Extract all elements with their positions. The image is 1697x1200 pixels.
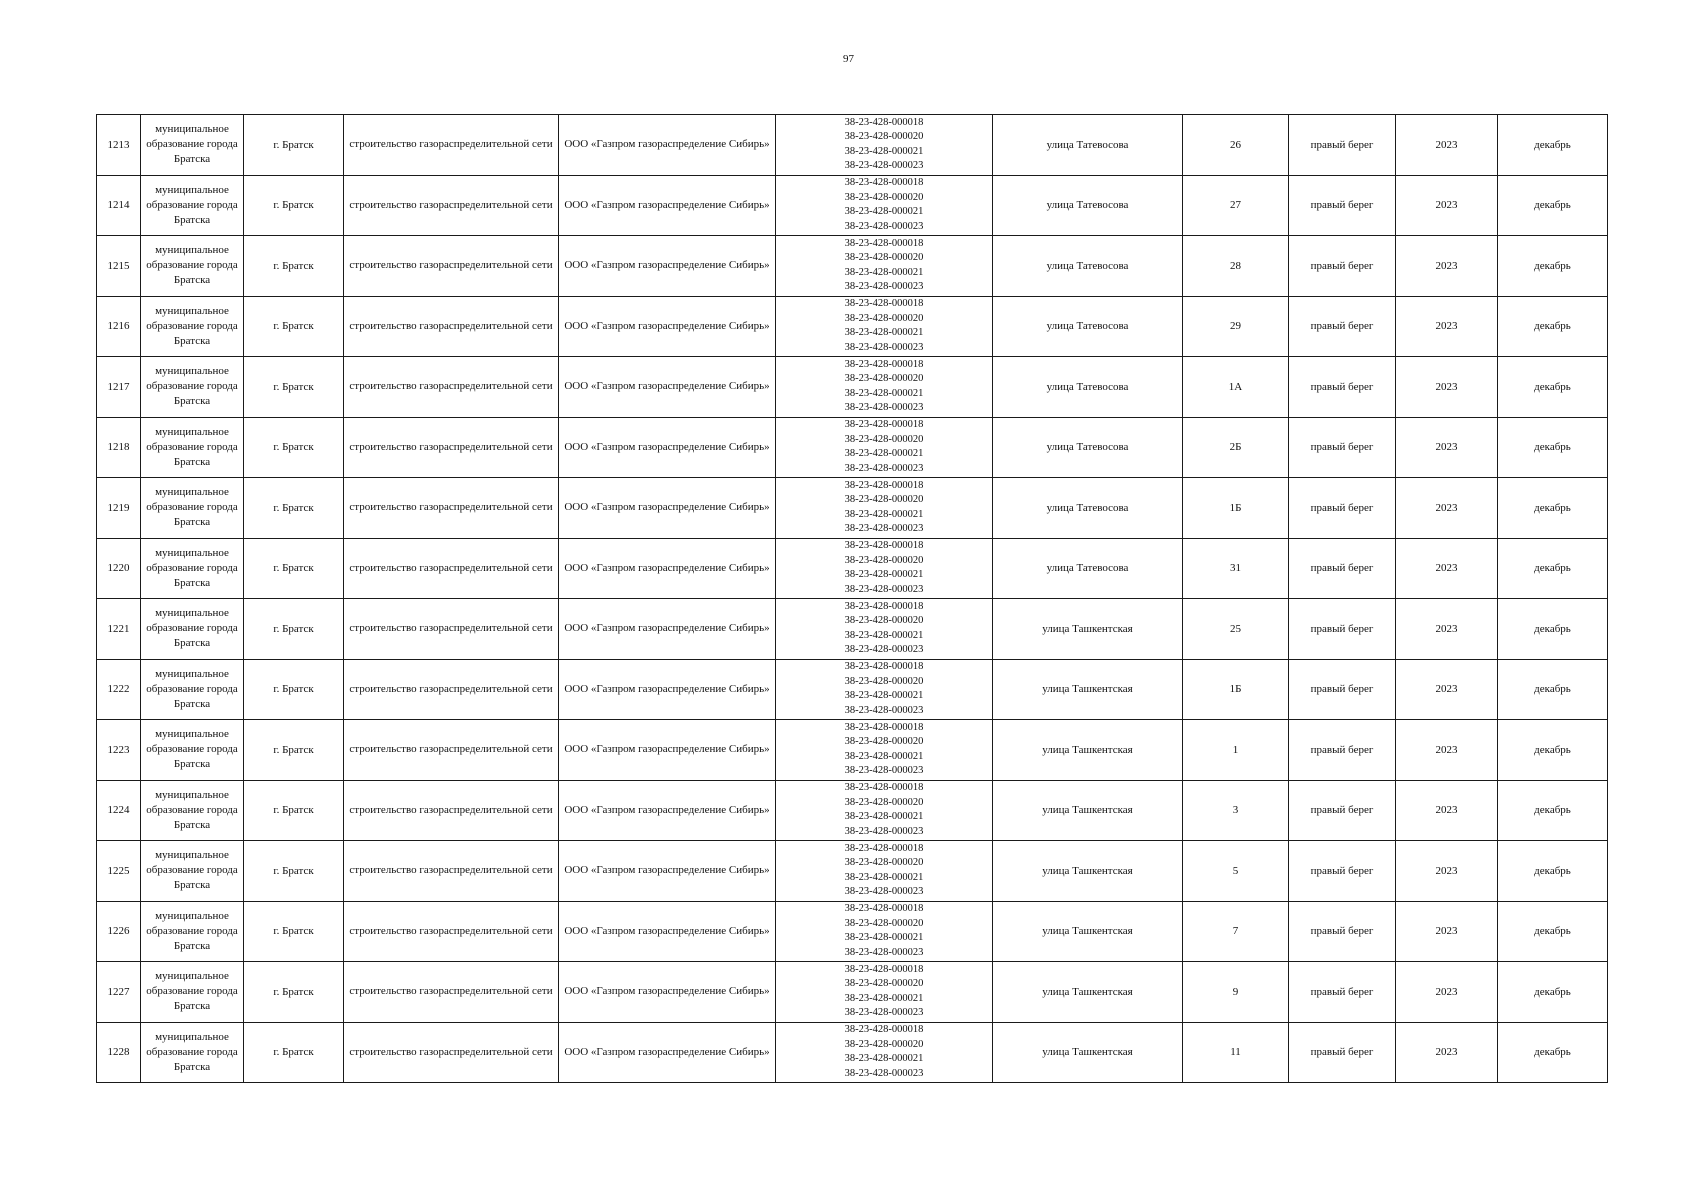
city-cell: г. Братск [244, 901, 344, 962]
river-bank-cell: правый берег [1289, 357, 1396, 418]
month-cell: декабрь [1498, 236, 1608, 297]
organization-cell: ООО «Газпром газораспределение Сибирь» [559, 236, 776, 297]
year-cell: 2023 [1396, 175, 1498, 236]
cadastral-code: 38-23-428-000021 [844, 327, 924, 339]
cadastral-code: 38-23-428-000018 [844, 419, 924, 431]
city-cell: г. Братск [244, 659, 344, 720]
organization-cell: ООО «Газпром газораспределение Сибирь» [559, 599, 776, 660]
table-row [97, 1022, 1608, 1083]
cadastral-code: 38-23-428-000021 [844, 569, 924, 581]
cadastral-codes-cell [776, 538, 993, 599]
river-bank-cell: правый берег [1289, 659, 1396, 720]
cadastral-code: 38-23-428-000021 [844, 387, 924, 399]
cadastral-code: 38-23-428-000023 [844, 583, 924, 595]
month-cell: декабрь [1498, 175, 1608, 236]
work-type-cell: строительство газораспределительной сети [344, 538, 559, 599]
cadastral-code: 38-23-428-000021 [844, 992, 924, 1004]
cadastral-code: 38-23-428-000023 [844, 1007, 924, 1019]
cadastral-codes-cell [776, 720, 993, 781]
cadastral-code: 38-23-428-000021 [844, 448, 924, 460]
municipality-cell: муниципальное образование города Братска [141, 901, 244, 962]
row-number-cell: 1221 [97, 599, 141, 660]
cadastral-code: 38-23-428-000021 [844, 690, 924, 702]
cadastral-code: 38-23-428-000023 [844, 886, 924, 898]
table-row [97, 357, 1608, 418]
cadastral-code: 38-23-428-000018 [844, 479, 924, 491]
city-cell: г. Братск [244, 236, 344, 297]
cadastral-codes-cell [776, 599, 993, 660]
municipality-cell: муниципальное образование города Братска [141, 357, 244, 418]
city-cell: г. Братск [244, 357, 344, 418]
cadastral-code: 38-23-428-000020 [844, 1038, 924, 1050]
cadastral-codes-cell [776, 236, 993, 297]
river-bank-cell: правый берег [1289, 115, 1396, 176]
cadastral-codes-cell [776, 962, 993, 1023]
cadastral-code: 38-23-428-000018 [844, 1024, 924, 1036]
year-cell: 2023 [1396, 296, 1498, 357]
street-cell: улица Ташкентская [993, 962, 1183, 1023]
cadastral-code: 38-23-428-000023 [844, 281, 924, 293]
river-bank-cell: правый берег [1289, 780, 1396, 841]
table-row [97, 236, 1608, 297]
municipality-cell: муниципальное образование города Братска [141, 599, 244, 660]
table-row [97, 599, 1608, 660]
cadastral-code: 38-23-428-000018 [844, 661, 924, 673]
year-cell: 2023 [1396, 720, 1498, 781]
month-cell: декабрь [1498, 962, 1608, 1023]
cadastral-code: 38-23-428-000018 [844, 358, 924, 370]
organization-cell: ООО «Газпром газораспределение Сибирь» [559, 1022, 776, 1083]
cadastral-codes-cell [776, 901, 993, 962]
year-cell: 2023 [1396, 417, 1498, 478]
city-cell: г. Братск [244, 962, 344, 1023]
street-cell: улица Ташкентская [993, 901, 1183, 962]
river-bank-cell: правый берег [1289, 962, 1396, 1023]
cadastral-code: 38-23-428-000023 [844, 765, 924, 777]
year-cell: 2023 [1396, 538, 1498, 599]
work-type-cell: строительство газораспределительной сети [344, 659, 559, 720]
house-number-cell: 5 [1183, 841, 1289, 902]
cadastral-code: 38-23-428-000023 [844, 160, 924, 172]
cadastral-code: 38-23-428-000020 [844, 373, 924, 385]
work-type-cell: строительство газораспределительной сети [344, 357, 559, 418]
month-cell: декабрь [1498, 599, 1608, 660]
cadastral-code: 38-23-428-000023 [844, 644, 924, 656]
month-cell: декабрь [1498, 1022, 1608, 1083]
cadastral-code: 38-23-428-000023 [844, 462, 924, 474]
cadastral-code: 38-23-428-000021 [844, 145, 924, 157]
street-cell: улица Татевосова [993, 357, 1183, 418]
cadastral-code: 38-23-428-000023 [844, 1067, 924, 1079]
year-cell: 2023 [1396, 478, 1498, 539]
cadastral-code: 38-23-428-000018 [844, 237, 924, 249]
year-cell: 2023 [1396, 780, 1498, 841]
organization-cell: ООО «Газпром газораспределение Сибирь» [559, 962, 776, 1023]
street-cell: улица Татевосова [993, 538, 1183, 599]
municipality-cell: муниципальное образование города Братска [141, 417, 244, 478]
house-number-cell: 31 [1183, 538, 1289, 599]
cadastral-code: 38-23-428-000018 [844, 903, 924, 915]
municipality-cell: муниципальное образование города Братска [141, 236, 244, 297]
cadastral-codes-cell [776, 841, 993, 902]
cadastral-code: 38-23-428-000021 [844, 932, 924, 944]
cadastral-code: 38-23-428-000023 [844, 946, 924, 958]
month-cell: декабрь [1498, 720, 1608, 781]
month-cell: декабрь [1498, 659, 1608, 720]
organization-cell: ООО «Газпром газораспределение Сибирь» [559, 720, 776, 781]
work-type-cell: строительство газораспределительной сети [344, 841, 559, 902]
house-number-cell: 29 [1183, 296, 1289, 357]
row-number-cell: 1227 [97, 962, 141, 1023]
cadastral-code: 38-23-428-000018 [844, 963, 924, 975]
cadastral-codes-cell [776, 357, 993, 418]
table-row [97, 659, 1608, 720]
street-cell: улица Татевосова [993, 478, 1183, 539]
city-cell: г. Братск [244, 538, 344, 599]
cadastral-code: 38-23-428-000018 [844, 177, 924, 189]
house-number-cell: 1Б [1183, 659, 1289, 720]
organization-cell: ООО «Газпром газораспределение Сибирь» [559, 175, 776, 236]
cadastral-code: 38-23-428-000018 [844, 540, 924, 552]
work-type-cell: строительство газораспределительной сети [344, 478, 559, 539]
city-cell: г. Братск [244, 599, 344, 660]
river-bank-cell: правый берег [1289, 841, 1396, 902]
cadastral-codes-cell [776, 659, 993, 720]
year-cell: 2023 [1396, 115, 1498, 176]
cadastral-code: 38-23-428-000020 [844, 131, 924, 143]
row-number-cell: 1224 [97, 780, 141, 841]
year-cell: 2023 [1396, 962, 1498, 1023]
row-number-cell: 1222 [97, 659, 141, 720]
row-number-cell: 1220 [97, 538, 141, 599]
house-number-cell: 28 [1183, 236, 1289, 297]
municipality-cell: муниципальное образование города Братска [141, 175, 244, 236]
street-cell: улица Ташкентская [993, 841, 1183, 902]
work-type-cell: строительство газораспределительной сети [344, 720, 559, 781]
street-cell: улица Ташкентская [993, 659, 1183, 720]
year-cell: 2023 [1396, 1022, 1498, 1083]
row-number-cell: 1215 [97, 236, 141, 297]
year-cell: 2023 [1396, 841, 1498, 902]
cadastral-code: 38-23-428-000020 [844, 978, 924, 990]
row-number-cell: 1216 [97, 296, 141, 357]
cadastral-code: 38-23-428-000020 [844, 675, 924, 687]
street-cell: улица Татевосова [993, 175, 1183, 236]
year-cell: 2023 [1396, 236, 1498, 297]
organization-cell: ООО «Газпром газораспределение Сибирь» [559, 115, 776, 176]
city-cell: г. Братск [244, 720, 344, 781]
work-type-cell: строительство газораспределительной сети [344, 901, 559, 962]
cadastral-code: 38-23-428-000020 [844, 252, 924, 264]
year-cell: 2023 [1396, 357, 1498, 418]
organization-cell: ООО «Газпром газораспределение Сибирь» [559, 538, 776, 599]
month-cell: декабрь [1498, 780, 1608, 841]
street-cell: улица Татевосова [993, 236, 1183, 297]
month-cell: декабрь [1498, 478, 1608, 539]
table-row [97, 901, 1608, 962]
municipality-cell: муниципальное образование города Братска [141, 478, 244, 539]
house-number-cell: 26 [1183, 115, 1289, 176]
house-number-cell: 1А [1183, 357, 1289, 418]
table-row [97, 115, 1608, 176]
table-row [97, 841, 1608, 902]
year-cell: 2023 [1396, 901, 1498, 962]
month-cell: декабрь [1498, 841, 1608, 902]
table-row [97, 175, 1608, 236]
city-cell: г. Братск [244, 478, 344, 539]
cadastral-code: 38-23-428-000023 [844, 402, 924, 414]
gas-network-table [96, 114, 1608, 1083]
table-body [97, 115, 1608, 1083]
street-cell: улица Ташкентская [993, 1022, 1183, 1083]
cadastral-code: 38-23-428-000018 [844, 842, 924, 854]
row-number-cell: 1214 [97, 175, 141, 236]
organization-cell: ООО «Газпром газораспределение Сибирь» [559, 659, 776, 720]
year-cell: 2023 [1396, 659, 1498, 720]
cadastral-code: 38-23-428-000020 [844, 736, 924, 748]
city-cell: г. Братск [244, 841, 344, 902]
row-number-cell: 1217 [97, 357, 141, 418]
municipality-cell: муниципальное образование города Братска [141, 720, 244, 781]
table-row [97, 417, 1608, 478]
cadastral-code: 38-23-428-000021 [844, 871, 924, 883]
row-number-cell: 1225 [97, 841, 141, 902]
city-cell: г. Братск [244, 296, 344, 357]
city-cell: г. Братск [244, 115, 344, 176]
municipality-cell: муниципальное образование города Братска [141, 296, 244, 357]
cadastral-code: 38-23-428-000018 [844, 600, 924, 612]
cadastral-codes-cell [776, 296, 993, 357]
street-cell: улица Татевосова [993, 115, 1183, 176]
work-type-cell: строительство газораспределительной сети [344, 780, 559, 841]
river-bank-cell: правый берег [1289, 720, 1396, 781]
river-bank-cell: правый берег [1289, 175, 1396, 236]
work-type-cell: строительство газораспределительной сети [344, 417, 559, 478]
month-cell: декабрь [1498, 357, 1608, 418]
cadastral-code: 38-23-428-000018 [844, 298, 924, 310]
month-cell: декабрь [1498, 901, 1608, 962]
river-bank-cell: правый берег [1289, 599, 1396, 660]
cadastral-codes-cell [776, 478, 993, 539]
work-type-cell: строительство газораспределительной сети [344, 236, 559, 297]
street-cell: улица Ташкентская [993, 599, 1183, 660]
cadastral-codes-cell [776, 780, 993, 841]
municipality-cell: муниципальное образование города Братска [141, 538, 244, 599]
cadastral-code: 38-23-428-000020 [844, 191, 924, 203]
house-number-cell: 9 [1183, 962, 1289, 1023]
row-number-cell: 1219 [97, 478, 141, 539]
house-number-cell: 2Б [1183, 417, 1289, 478]
table-row [97, 296, 1608, 357]
municipality-cell: муниципальное образование города Братска [141, 780, 244, 841]
street-cell: улица Ташкентская [993, 780, 1183, 841]
city-cell: г. Братск [244, 1022, 344, 1083]
table-row [97, 720, 1608, 781]
work-type-cell: строительство газораспределительной сети [344, 175, 559, 236]
cadastral-code: 38-23-428-000023 [844, 704, 924, 716]
page-number: 97 [843, 53, 854, 65]
cadastral-code: 38-23-428-000020 [844, 312, 924, 324]
municipality-cell: муниципальное образование города Братска [141, 962, 244, 1023]
city-cell: г. Братск [244, 417, 344, 478]
river-bank-cell: правый берег [1289, 236, 1396, 297]
cadastral-code: 38-23-428-000020 [844, 494, 924, 506]
row-number-cell: 1223 [97, 720, 141, 781]
row-number-cell: 1226 [97, 901, 141, 962]
row-number-cell: 1213 [97, 115, 141, 176]
cadastral-codes-cell [776, 1022, 993, 1083]
work-type-cell: строительство газораспределительной сети [344, 115, 559, 176]
cadastral-code: 38-23-428-000020 [844, 857, 924, 869]
house-number-cell: 7 [1183, 901, 1289, 962]
cadastral-code: 38-23-428-000021 [844, 266, 924, 278]
cadastral-codes-cell [776, 175, 993, 236]
house-number-cell: 1 [1183, 720, 1289, 781]
month-cell: декабрь [1498, 115, 1608, 176]
cadastral-code: 38-23-428-000023 [844, 825, 924, 837]
organization-cell: ООО «Газпром газораспределение Сибирь» [559, 901, 776, 962]
organization-cell: ООО «Газпром газораспределение Сибирь» [559, 841, 776, 902]
city-cell: г. Братск [244, 175, 344, 236]
month-cell: декабрь [1498, 296, 1608, 357]
river-bank-cell: правый берег [1289, 1022, 1396, 1083]
municipality-cell: муниципальное образование города Братска [141, 659, 244, 720]
cadastral-code: 38-23-428-000020 [844, 796, 924, 808]
river-bank-cell: правый берег [1289, 901, 1396, 962]
organization-cell: ООО «Газпром газораспределение Сибирь» [559, 417, 776, 478]
cadastral-codes-cell [776, 417, 993, 478]
cadastral-codes-cell [776, 115, 993, 176]
house-number-cell: 25 [1183, 599, 1289, 660]
street-cell: улица Татевосова [993, 296, 1183, 357]
cadastral-code: 38-23-428-000018 [844, 782, 924, 794]
municipality-cell: муниципальное образование города Братска [141, 115, 244, 176]
month-cell: декабрь [1498, 538, 1608, 599]
row-number-cell: 1218 [97, 417, 141, 478]
house-number-cell: 11 [1183, 1022, 1289, 1083]
city-cell: г. Братск [244, 780, 344, 841]
river-bank-cell: правый берег [1289, 478, 1396, 539]
work-type-cell: строительство газораспределительной сети [344, 962, 559, 1023]
work-type-cell: строительство газораспределительной сети [344, 599, 559, 660]
cadastral-code: 38-23-428-000023 [844, 523, 924, 535]
river-bank-cell: правый берег [1289, 417, 1396, 478]
table-row [97, 478, 1608, 539]
cadastral-code: 38-23-428-000018 [844, 721, 924, 733]
cadastral-code: 38-23-428-000021 [844, 629, 924, 641]
organization-cell: ООО «Газпром газораспределение Сибирь» [559, 296, 776, 357]
month-cell: декабрь [1498, 417, 1608, 478]
table-row [97, 780, 1608, 841]
river-bank-cell: правый берег [1289, 538, 1396, 599]
cadastral-code: 38-23-428-000023 [844, 220, 924, 232]
cadastral-code: 38-23-428-000020 [844, 554, 924, 566]
cadastral-code: 38-23-428-000021 [844, 750, 924, 762]
work-type-cell: строительство газораспределительной сети [344, 296, 559, 357]
street-cell: улица Ташкентская [993, 720, 1183, 781]
house-number-cell: 27 [1183, 175, 1289, 236]
cadastral-code: 38-23-428-000021 [844, 508, 924, 520]
municipality-cell: муниципальное образование города Братска [141, 841, 244, 902]
organization-cell: ООО «Газпром газораспределение Сибирь» [559, 478, 776, 539]
cadastral-code: 38-23-428-000021 [844, 811, 924, 823]
cadastral-code: 38-23-428-000021 [844, 206, 924, 218]
organization-cell: ООО «Газпром газораспределение Сибирь» [559, 357, 776, 418]
cadastral-code: 38-23-428-000020 [844, 433, 924, 445]
organization-cell: ООО «Газпром газораспределение Сибирь» [559, 780, 776, 841]
municipality-cell: муниципальное образование города Братска [141, 1022, 244, 1083]
street-cell: улица Татевосова [993, 417, 1183, 478]
row-number-cell: 1228 [97, 1022, 141, 1083]
table-row [97, 538, 1608, 599]
house-number-cell: 3 [1183, 780, 1289, 841]
cadastral-code: 38-23-428-000020 [844, 917, 924, 929]
river-bank-cell: правый берег [1289, 296, 1396, 357]
cadastral-code: 38-23-428-000018 [844, 116, 924, 128]
year-cell: 2023 [1396, 599, 1498, 660]
cadastral-code: 38-23-428-000020 [844, 615, 924, 627]
table-row [97, 962, 1608, 1023]
house-number-cell: 1Б [1183, 478, 1289, 539]
work-type-cell: строительство газораспределительной сети [344, 1022, 559, 1083]
cadastral-code: 38-23-428-000023 [844, 341, 924, 353]
cadastral-code: 38-23-428-000021 [844, 1053, 924, 1065]
